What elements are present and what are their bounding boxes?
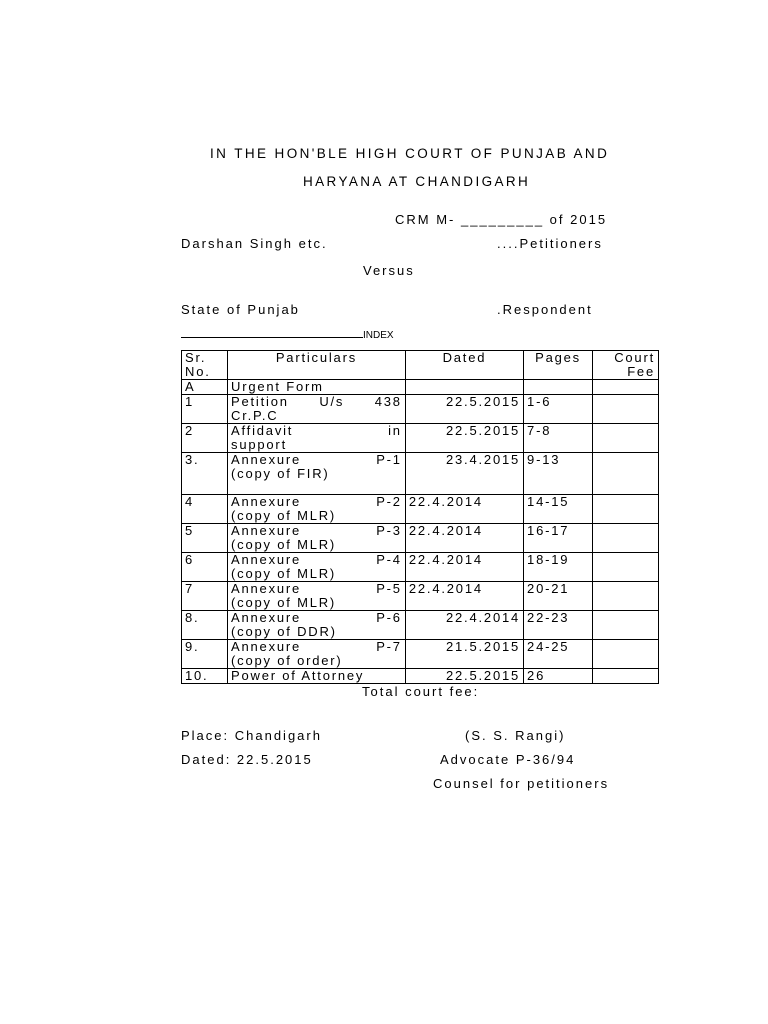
- footer-dated: Dated: 22.5.2015: [181, 752, 313, 767]
- particulars-line1: Annexure P-1: [231, 452, 402, 467]
- cell-sr: 8.: [182, 611, 228, 640]
- particulars-line1: Annexure P-6: [231, 610, 402, 625]
- cell-sr: 7: [182, 582, 228, 611]
- cell-court-fee: [593, 669, 659, 684]
- particulars-line1: Power of Attorney: [231, 668, 365, 683]
- table-row: [182, 395, 659, 424]
- cell-court-fee: [593, 553, 659, 582]
- cell-pages: 18-19: [524, 553, 593, 582]
- cell-dated: 22.5.2015: [405, 669, 523, 684]
- particulars-line2: Cr.P.C: [231, 408, 279, 423]
- cell-court-fee: [593, 380, 659, 395]
- header-court-fee: [593, 351, 659, 380]
- counsel-for-petitioners: Counsel for petitioners: [433, 776, 610, 791]
- header-sr-text: Sr. No.: [185, 350, 211, 379]
- particulars-line1: Petition U/s 438: [231, 394, 402, 409]
- cell-sr: A: [182, 380, 228, 395]
- cell-particulars: [228, 582, 406, 611]
- cell-dated: 22.4.2014: [405, 524, 523, 553]
- cell-dated: 22.5.2015: [405, 424, 523, 453]
- cell-sr: 10.: [182, 669, 228, 684]
- versus-label: Versus: [363, 263, 415, 278]
- cell-pages: 20-21: [524, 582, 593, 611]
- cell-court-fee: [593, 395, 659, 424]
- advocate-number: Advocate P-36/94: [440, 752, 576, 767]
- cell-court-fee: [593, 495, 659, 524]
- cell-pages: 9-13: [524, 453, 593, 495]
- table-row: [182, 453, 659, 495]
- cell-particulars: [228, 453, 406, 495]
- footer-place: Place: Chandigarh: [181, 728, 322, 743]
- particulars-line1: Annexure P-4: [231, 552, 402, 567]
- index-table: [181, 350, 659, 684]
- particulars-line1: Annexure P-5: [231, 581, 402, 596]
- table-row: [182, 640, 659, 669]
- cell-pages: 1-6: [524, 395, 593, 424]
- cell-dated: 22.4.2014: [405, 495, 523, 524]
- cell-sr: 6: [182, 553, 228, 582]
- cell-particulars: [228, 424, 406, 453]
- cell-court-fee: [593, 582, 659, 611]
- cell-court-fee: [593, 640, 659, 669]
- header-dated-text: Dated: [442, 350, 487, 365]
- petitioner-name: Darshan Singh etc.: [181, 236, 328, 251]
- header-court-fee-text: Court Fee: [614, 350, 655, 379]
- particulars-line2: (copy of MLR): [231, 566, 337, 581]
- cell-court-fee: [593, 453, 659, 495]
- table-row: [182, 553, 659, 582]
- cell-pages: 14-15: [524, 495, 593, 524]
- cell-dated: [405, 380, 523, 395]
- cell-pages: 7-8: [524, 424, 593, 453]
- header-sr: [182, 351, 228, 380]
- total-court-fee: Total court fee:: [362, 684, 480, 699]
- table-row: [182, 424, 659, 453]
- particulars-line2: (copy of order): [231, 653, 343, 668]
- cell-sr: 5: [182, 524, 228, 553]
- cell-pages: [524, 380, 593, 395]
- cell-pages: 26: [524, 669, 593, 684]
- cell-sr: 4: [182, 495, 228, 524]
- cell-dated: 22.5.2015: [405, 395, 523, 424]
- cell-sr: 9.: [182, 640, 228, 669]
- cell-dated: 22.4.2014: [405, 553, 523, 582]
- cell-sr: 1: [182, 395, 228, 424]
- particulars-line1: Annexure P-3: [231, 523, 402, 538]
- table-row: [182, 582, 659, 611]
- cell-particulars: [228, 495, 406, 524]
- table-row: [182, 669, 659, 684]
- respondent-label: .Respondent: [497, 302, 593, 317]
- header-particulars-text: Particulars: [275, 350, 358, 365]
- cell-particulars: [228, 553, 406, 582]
- cell-particulars: [228, 669, 406, 684]
- particulars-line2: (copy of MLR): [231, 595, 337, 610]
- cell-pages: 22-23: [524, 611, 593, 640]
- cell-court-fee: [593, 424, 659, 453]
- case-number: CRM M- _________ of 2015: [395, 212, 608, 227]
- table-row: [182, 495, 659, 524]
- header-pages-text: Pages: [535, 350, 581, 365]
- cell-dated: 22.4.2014: [405, 611, 523, 640]
- particulars-line2: (copy of FIR): [231, 466, 330, 481]
- particulars-line1: Urgent Form: [231, 379, 324, 394]
- cell-sr: 2: [182, 424, 228, 453]
- table-row: [182, 611, 659, 640]
- particulars-line1: Annexure P-2: [231, 494, 402, 509]
- cell-pages: 16-17: [524, 524, 593, 553]
- court-heading-line2: HARYANA AT CHANDIGARH: [303, 174, 531, 189]
- cell-court-fee: [593, 611, 659, 640]
- cell-dated: 23.4.2015: [405, 453, 523, 495]
- counsel-name: (S. S. Rangi): [465, 728, 566, 743]
- header-particulars: [228, 351, 406, 380]
- index-label: INDEX: [363, 330, 394, 341]
- cell-particulars: [228, 611, 406, 640]
- particulars-line2: (copy of DDR): [231, 624, 337, 639]
- index-underline: [181, 328, 363, 338]
- particulars-line2: support: [231, 437, 287, 452]
- court-heading-line1: IN THE HON'BLE HIGH COURT OF PUNJAB AND: [210, 146, 610, 161]
- cell-sr: 3.: [182, 453, 228, 495]
- index-heading: [181, 328, 394, 342]
- cell-particulars: [228, 395, 406, 424]
- petitioner-label: ....Petitioners: [497, 236, 603, 251]
- particulars-line2: (copy of MLR): [231, 508, 337, 523]
- cell-dated: 21.5.2015: [405, 640, 523, 669]
- header-dated: [405, 351, 523, 380]
- cell-particulars: [228, 640, 406, 669]
- respondent-name: State of Punjab: [181, 302, 300, 317]
- particulars-line1: Annexure P-7: [231, 639, 402, 654]
- cell-pages: 24-25: [524, 640, 593, 669]
- particulars-line1: Affidavit in: [231, 423, 402, 438]
- cell-dated: 22.4.2014: [405, 582, 523, 611]
- cell-particulars: [228, 380, 406, 395]
- table-header-row: [182, 351, 659, 380]
- table-row: [182, 524, 659, 553]
- cell-court-fee: [593, 524, 659, 553]
- header-pages: [524, 351, 593, 380]
- cell-particulars: [228, 524, 406, 553]
- particulars-line2: (copy of MLR): [231, 537, 337, 552]
- table-row: [182, 380, 659, 395]
